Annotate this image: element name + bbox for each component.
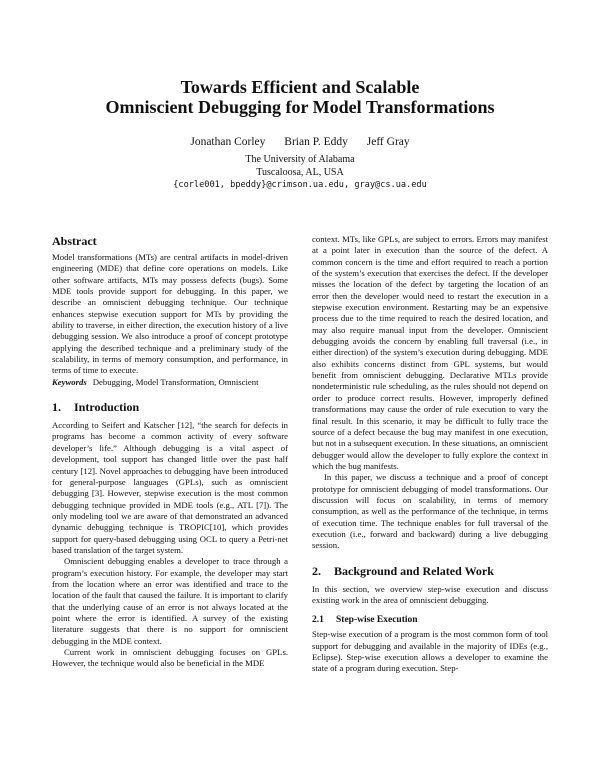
author-3: Jeff Gray	[366, 136, 410, 148]
abstract-heading: Abstract	[52, 234, 97, 248]
right-column	[312, 234, 548, 675]
abstract-text: Model transformations (MTs) are central artifacts in model-driven engineering (MDE) that define core operations on models. Like other software artifacts, MTs may possess defects (bugs). Some MDE tools provide support for debugging. In this paper, we describe an omniscient debugging technique. Our technique enhances stepwise execution support for MTs by providing the ability to traverse, in either direction, the execution history of a live debugging session. We also introduce a proof of concept prototype applying the described technique and a preliminary study of the scalability, in terms of memory consumption, and performance, in terms of time to execute.	[52, 252, 288, 376]
subsection-2-1-heading	[312, 614, 548, 626]
paper-title-line2: Omniscient Debugging for Model Transformations	[105, 97, 495, 117]
subsection-2-1-title: Step-wise Execution	[336, 615, 418, 626]
section1-paragraph-1: According to Seifert and Katscher [12], “the search for defects in programs has become a common activity of every software developer’s life.” Although debugging is a vital aspect of development, tool support has changed little over the past half century [12]. Novel approaches to debugging have been introduced for general-purpose languages (GPLs), such as omniscient debugging [3]. However, stepwise execution is the most common debugging technique provided in MDE tools (e.g., ATL [7]). The only modeling tool we are aware of that demonstrated an advanced dynamic debugging technique is TROPIC[10], which provides support for query-based debugging using OCL to query a Petri-net based translation of the target system.	[52, 420, 288, 555]
author-1: Jonathan Corley	[190, 136, 266, 148]
affiliation-emails: {corle001, bpeddy}@crimson.ua.edu, gray@cs.ua.edu	[173, 180, 427, 190]
section2-number: 2.	[312, 563, 321, 578]
section1-paragraph-2: Omniscient debugging enables a developer to trace through a program’s execution history. For example, the developer may start from the location where an error was identified and trace to the location of the fault that caused the failure. It is important to clarify that the underlying cause of an error is not always located at the point where the error is identified. A survey of the existing literature suggests that there is no support for omniscient debugging in the MDE context.	[52, 556, 288, 646]
affiliation-location: Tuscaloosa, AL, USA	[256, 167, 344, 178]
section1-number: 1.	[52, 400, 61, 415]
affiliation-institution: The University of Alabama	[245, 154, 355, 165]
section1-paragraph-3: Current work in omniscient debugging focuses on GPLs. However, the technique would also be beneficial in the MDE	[52, 647, 288, 669]
keywords-label: Keywords	[52, 376, 87, 387]
paper-title-line1: Towards Efficient and Scalable	[180, 77, 420, 97]
subsection-2-1-paragraph: Step-wise execution of a program is the most common form of tool support for debugging and available in the majority of IDEs (e.g., Eclipse). Step-wise execution allows a developer to examine the state of a program during execution. Step-	[312, 629, 548, 674]
keywords-line	[52, 377, 288, 388]
section2-heading	[312, 564, 548, 578]
author-2: Brian P. Eddy	[284, 136, 348, 148]
subsection-2-1-number: 2.1	[312, 615, 324, 626]
left-column	[52, 234, 288, 670]
section2-paragraph-1: In this section, we overview step-wise execution and discuss existing work in the area of omniscient debugging.	[312, 583, 548, 605]
section1-heading	[52, 400, 288, 414]
section1-paragraph-3-continued: context. MTs, like GPLs, are subject to errors. Errors may manifest at a point later in execution than the source of the defect. A common concern is the time and effort required to reach a portion of the system’s execution that exercises the defect. If the developer misses the location of the defect by targeting the location of an error then the developer would need to restart the execution in a stepwise execution environment. Restarting may be an expensive process due to the time required to reach the desired location, and may also require manual input from the developer. Omniscient debugging avoids the concern by enabling full traversal (i.e., in either direction) of the system’s execution during debugging. MDE also exhibits concerns distinct from GPL systems, but would benefit from omniscient debugging. Declarative MTLs provide nondeterministic rule scheduling, as the rules should not depend on order to produce correct results. However, improperly defined transformations may cause the order of rule execution to vary the final result. In this scenario, it may be difficult to fully trace the source of a defect because the bug may manifest in one execution, but not in a subsequent execution. In these situations, an omniscient debugger would allow the developer to fully explore the context in which the bug manifests.	[312, 234, 548, 471]
section1-title: Introduction	[74, 400, 140, 415]
section2-title: Background and Related Work	[334, 563, 494, 578]
keywords-text: Debugging, Model Transformation, Omniscient	[92, 376, 259, 387]
author-list	[0, 136, 600, 148]
section1-paragraph-4: In this paper, we discuss a technique and a proof of concept prototype for omniscient debugging of model transformations. Our discussion will focus on scalability, in terms of memory consumption, as well as the performance of the technique, in terms of execution time. The technique enables for full traversal of the execution (i.e., forward and backward) during a live debugging session.	[312, 472, 548, 551]
